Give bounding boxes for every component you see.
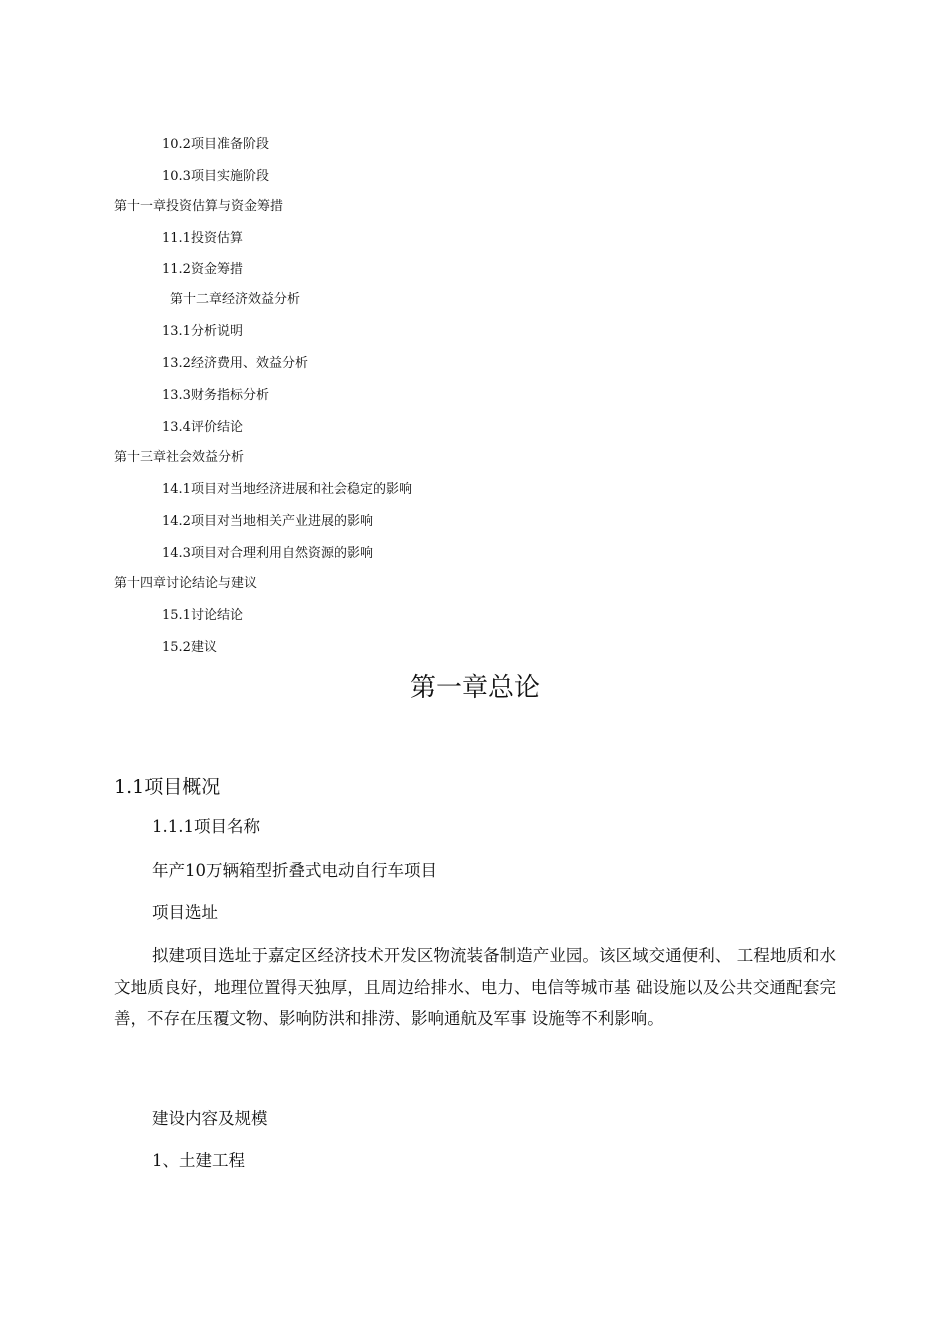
- toc-chapter: 第十三章社会效益分析: [114, 450, 245, 465]
- toc-item: 11.1投资估算: [162, 231, 243, 246]
- toc-item: 13.2经济费用、效益分析: [162, 356, 308, 371]
- civil-works-label: 1、土建工程: [152, 1151, 245, 1170]
- toc-item: 15.1讨论结论: [162, 608, 243, 623]
- chapter-title: 第一章总论: [409, 673, 540, 703]
- toc-item: 10.3项目实施阶段: [162, 169, 269, 184]
- site-paragraph: 拟建项目选址于嘉定区经济技术开发区物流装备制造产业园。该区域交通便利、 工程地质和水文地质良好，地理位置得天独厚，且周边给排水、电力、电信等城市基 础设施以及公共交通配套完善，不存在压覆文物、影响防洪和排涝、影响通航及军事 设施等不利影响。: [114, 946, 836, 1028]
- toc-chapter: 第十四章讨论结论与建议: [114, 576, 258, 591]
- toc-item: 13.4评价结论: [162, 420, 243, 435]
- toc-item: 14.2项目对当地相关产业进展的影响: [162, 514, 373, 529]
- site-label: 项目选址: [152, 903, 218, 922]
- scope-label: 建设内容及规模: [152, 1109, 268, 1128]
- toc-item: 14.1项目对当地经济进展和社会稳定的影响: [162, 482, 412, 497]
- toc-chapter: 第十二章经济效益分析: [170, 292, 301, 307]
- toc-item: 13.3财务指标分析: [162, 388, 269, 403]
- toc-item: 11.2资金筹措: [162, 262, 243, 277]
- project-name: 年产10万辆箱型折叠式电动自行车项目: [152, 861, 437, 880]
- toc-chapter: 第十一章投资估算与资金筹措: [114, 199, 284, 214]
- toc-item: 13.1分析说明: [162, 324, 243, 339]
- section-heading: 1.1项目概况: [114, 776, 221, 798]
- toc-item: 10.2项目准备阶段: [162, 137, 269, 152]
- toc-item: 15.2建议: [162, 640, 217, 655]
- toc-item: 14.3项目对合理利用自然资源的影响: [162, 546, 373, 561]
- subsection-heading: 1.1.1项目名称: [152, 817, 260, 836]
